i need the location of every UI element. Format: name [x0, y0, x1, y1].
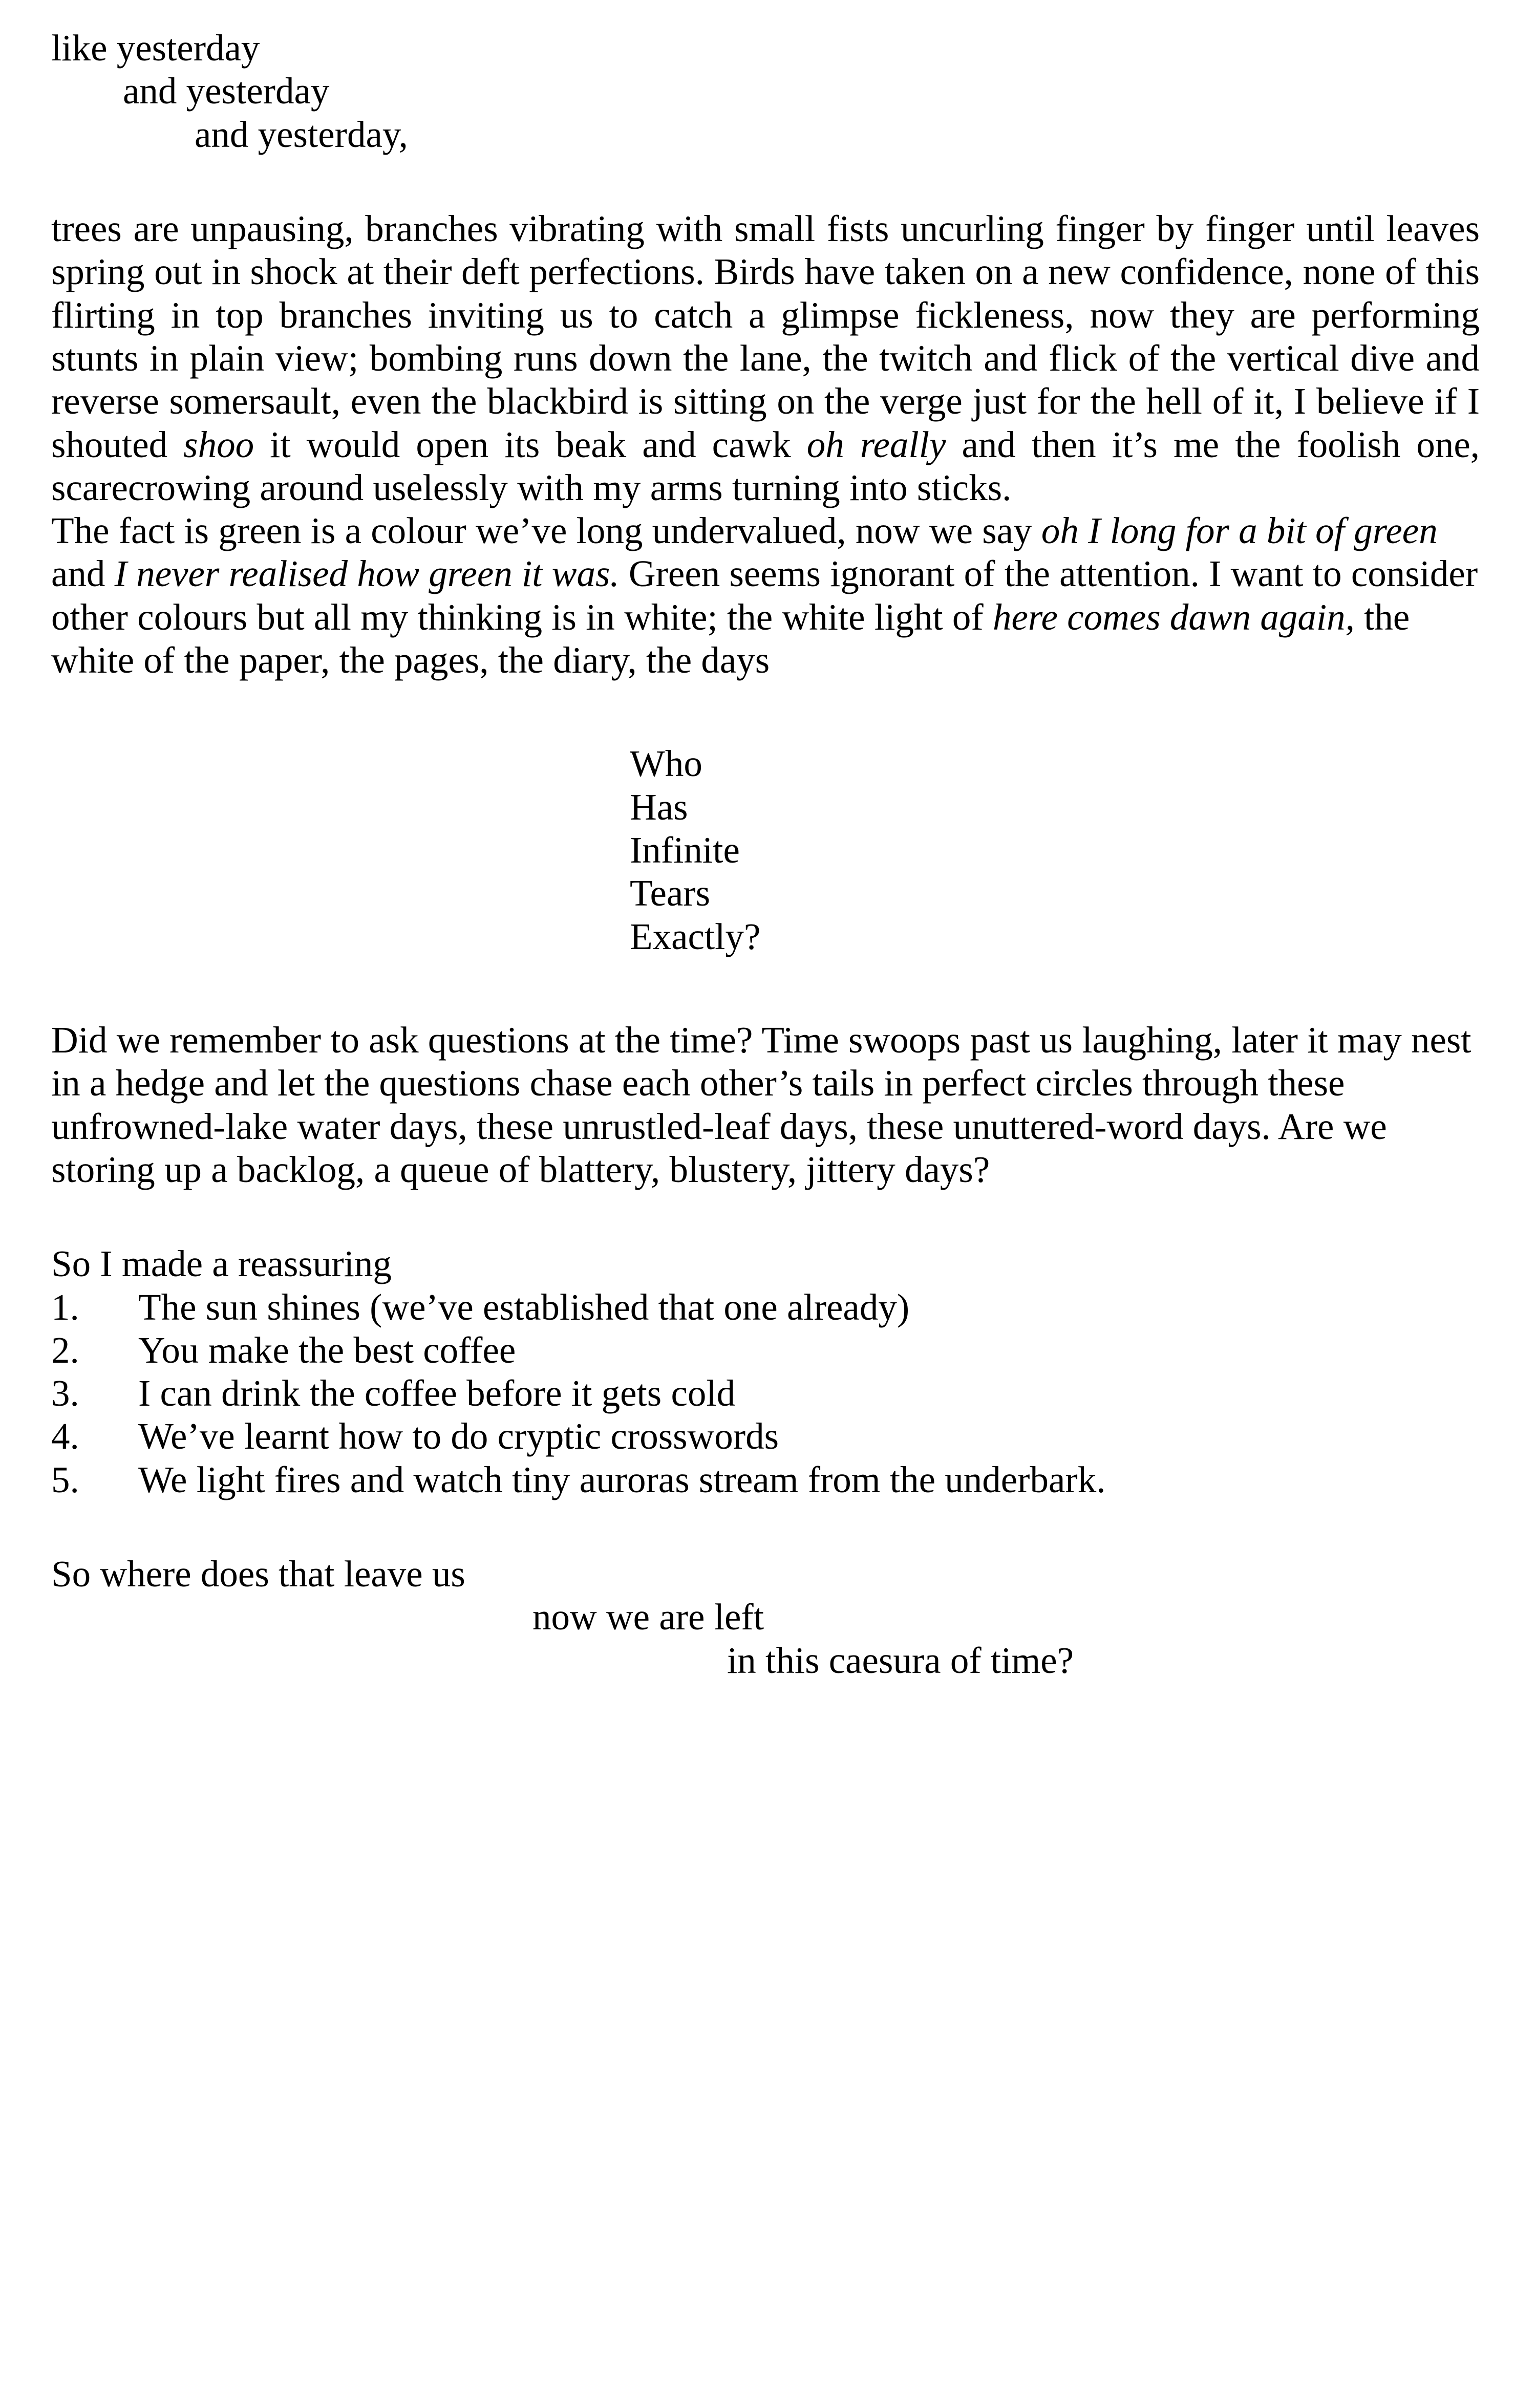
list-item-number: 3.	[51, 1372, 79, 1414]
list-intro: So I made a reassuring	[51, 1243, 392, 1285]
closing-stanza	[51, 1553, 1480, 1682]
green-run-2: and	[51, 553, 115, 595]
list-item	[51, 1415, 1480, 1458]
acrostic-line-tears: Tears	[630, 872, 711, 914]
acrostic-line-who: Who	[630, 743, 702, 785]
list-item-number: 1.	[51, 1286, 79, 1328]
list-item-number: 4.	[51, 1415, 79, 1457]
trees-run-2: it would open its beak and cawk	[254, 423, 807, 465]
paragraph-questions: Did we remember to ask questions at the time? Time swoops past us laughing, later it may nest in a hedge and let the questions chase each other’s tails in perfect circles through these unfrowned-lake water days, these unrustled-leaf days, these unuttered-word days. Are we storing up a backlog, a queue of blattery, blustery, jittery days?	[51, 1019, 1471, 1190]
green-italic-oh-i-long: oh I long for a bit of green	[1041, 510, 1438, 552]
green-italic-here-comes-dawn: here comes dawn again,	[992, 596, 1355, 638]
acrostic-stanza	[630, 742, 1480, 958]
list-item-text: We’ve learnt how to do cryptic crosswords	[138, 1415, 779, 1457]
spacer	[51, 156, 1480, 207]
closing-stanza-line-3: in this caesura of time?	[727, 1639, 1074, 1681]
closing-stanza-line-2: now we are left	[532, 1596, 764, 1638]
list-item-number: 2.	[51, 1329, 79, 1371]
list-item-text: You make the best coffee	[138, 1329, 516, 1371]
acrostic-line-infinite: Infinite	[630, 829, 740, 871]
trees-run-1: trees are unpausing, branches vibrating with small fists uncurling finger by finger until leaves spring out in shock at their deft perfections. Birds have taken on a new confidence, none of this flirting in top branches inviting us to catch a glimpse fickleness, now they are performing stunts in plain view; bombing runs down the lane, the twitch and flick of the vertical dive and reverse somersault, even the blackbird is sitting on the verge just for the hell of it, I believe if I shouted	[51, 207, 1480, 465]
green-italic-never-realised: I never realised how green it was.	[114, 553, 620, 595]
paragraph-green	[51, 509, 1480, 682]
list-item-number: 5.	[51, 1458, 79, 1500]
trees-italic-shoo: shoo	[183, 423, 254, 465]
opening-stanza-line-3: and yesterday,	[195, 113, 408, 155]
spacer	[51, 682, 1480, 742]
list-item	[51, 1372, 1480, 1415]
opening-stanza-line-1: like yesterday	[51, 27, 260, 69]
closing-stanza-line-1: So where does that leave us	[51, 1553, 465, 1595]
green-run-1: The fact is green is a colour we’ve long undervalued, now we say	[51, 510, 1041, 552]
list-item	[51, 1286, 1480, 1329]
green-run-4: the white of the paper, the pages, the diary, the days	[51, 596, 1410, 681]
paragraph-trees	[51, 207, 1480, 509]
acrostic-line-exactly: Exactly?	[630, 915, 761, 957]
reassuring-list	[51, 1286, 1480, 1502]
list-item-text: The sun shines (we’ve established that one already)	[138, 1286, 910, 1328]
green-run-3: Green seems ignorant of the attention. I want to consider other colours but all my thinking is in white; the white light of	[51, 553, 1478, 638]
opening-stanza-line-2: and yesterday	[123, 70, 330, 112]
list-item	[51, 1458, 1480, 1501]
list-item	[51, 1329, 1480, 1372]
opening-stanza	[51, 27, 1480, 156]
spacer	[51, 958, 1480, 1019]
list-item-text: I can drink the coffee before it gets cold	[138, 1372, 736, 1414]
spacer	[51, 1191, 1480, 1242]
spacer	[51, 1501, 1480, 1553]
list-item-text: We light fires and watch tiny auroras stream from the underbark.	[138, 1458, 1106, 1500]
trees-italic-oh-really: oh really	[806, 423, 946, 465]
trees-run-3: and then it’s me the foolish one, scarecrowing around uselessly with my arms turning into sticks.	[51, 423, 1480, 508]
acrostic-line-has: Has	[630, 786, 688, 828]
